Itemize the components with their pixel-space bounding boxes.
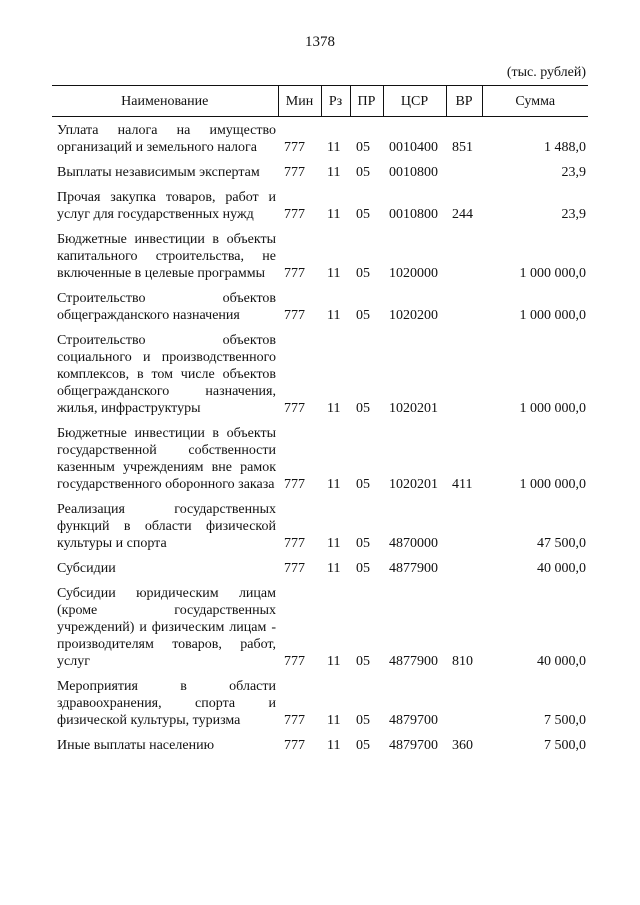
cell-csr: 4879700	[389, 738, 438, 753]
cell-pr: 05	[356, 713, 370, 728]
cell-sum: 40 000,0	[537, 654, 586, 669]
cell-vr: 810	[452, 654, 473, 669]
cell-rz: 11	[327, 140, 341, 155]
cell-vr: 851	[452, 140, 473, 155]
cell-vr	[446, 282, 482, 324]
table-body	[52, 117, 588, 755]
cell-name: Строительство объектов общегражданского назначения	[57, 291, 276, 323]
cell-csr: 0010800	[389, 207, 438, 222]
units-label: (тыс. рублей)	[506, 65, 586, 80]
cell-vr: 244	[452, 207, 473, 222]
cell-rz: 11	[327, 308, 341, 323]
cell-name: Прочая закупка товаров, работ и услуг для государственных нужд	[57, 190, 276, 222]
header-pr: ПР	[350, 86, 383, 117]
cell-name: Бюджетные инвестиции в объекты капитального строительства, не включенные в целевые программы	[57, 232, 276, 281]
cell-sum: 23,9	[561, 165, 586, 180]
cell-csr: 0010800	[389, 165, 438, 180]
cell-sum: 1 488,0	[544, 140, 586, 155]
page-number: 1378	[305, 34, 335, 50]
cell-min: 777	[284, 477, 305, 492]
cell-pr: 05	[356, 308, 370, 323]
cell-pr: 05	[356, 654, 370, 669]
cell-min: 777	[284, 401, 305, 416]
cell-min: 777	[284, 713, 305, 728]
cell-csr: 1020201	[389, 477, 438, 492]
cell-rz: 11	[327, 713, 341, 728]
cell-rz: 11	[327, 477, 341, 492]
cell-pr: 05	[356, 266, 370, 281]
cell-sum: 1 000 000,0	[519, 266, 586, 281]
cell-sum: 1 000 000,0	[519, 477, 586, 492]
cell-pr: 05	[356, 536, 370, 551]
table-row	[52, 282, 588, 324]
cell-csr: 1020000	[389, 266, 438, 281]
cell-min: 777	[284, 140, 305, 155]
cell-name: Субсидии	[57, 561, 116, 576]
cell-csr: 1020201	[389, 401, 438, 416]
cell-sum: 7 500,0	[544, 713, 586, 728]
budget-table	[52, 85, 588, 754]
cell-rz: 11	[327, 654, 341, 669]
cell-pr: 05	[356, 561, 370, 576]
cell-name: Субсидии юридическим лицам (кроме государственных учреждений) и физическим лицам - производителям товаров, работ, услуг	[57, 586, 276, 669]
cell-sum: 47 500,0	[537, 536, 586, 551]
cell-min: 777	[284, 266, 305, 281]
header-csr: ЦСР	[383, 86, 446, 117]
cell-pr: 05	[356, 140, 370, 155]
cell-rz: 11	[327, 165, 341, 180]
cell-rz: 11	[327, 738, 341, 753]
cell-sum: 23,9	[561, 207, 586, 222]
cell-min: 777	[284, 207, 305, 222]
cell-vr	[446, 670, 482, 729]
table-row	[52, 417, 588, 493]
cell-vr: 360	[452, 738, 473, 753]
cell-csr: 4870000	[389, 536, 438, 551]
cell-vr: 411	[452, 477, 473, 492]
cell-min: 777	[284, 561, 305, 576]
cell-pr: 05	[356, 207, 370, 222]
cell-min: 777	[284, 654, 305, 669]
cell-vr	[446, 552, 482, 577]
table-row	[52, 729, 588, 754]
table-row	[52, 324, 588, 417]
cell-pr: 05	[356, 477, 370, 492]
cell-csr: 4877900	[389, 561, 438, 576]
cell-name: Бюджетные инвестиции в объекты государственной собственности казенным учреждениям вне рамок государственного оборонного заказа	[57, 426, 276, 492]
cell-min: 777	[284, 308, 305, 323]
cell-name: Уплата налога на имущество организаций и земельного налога	[57, 123, 276, 155]
cell-csr: 4877900	[389, 654, 438, 669]
table-row	[52, 223, 588, 282]
cell-pr: 05	[356, 165, 370, 180]
cell-pr: 05	[356, 738, 370, 753]
cell-vr	[446, 493, 482, 552]
cell-min: 777	[284, 165, 305, 180]
header-name: Наименование	[52, 86, 278, 117]
cell-sum: 1 000 000,0	[519, 308, 586, 323]
cell-name: Иные выплаты населению	[57, 738, 215, 753]
cell-vr	[446, 324, 482, 417]
cell-name: Выплаты независимым экспертам	[57, 165, 260, 180]
table-row	[52, 552, 588, 577]
table-row	[52, 156, 588, 181]
cell-csr: 0010400	[389, 140, 438, 155]
cell-name: Строительство объектов социального и производственного комплексов, в том числе объектов общегражданского назначения, жилья, инфраструктуры	[57, 333, 276, 416]
table-row	[52, 493, 588, 552]
table-row	[52, 577, 588, 670]
cell-pr: 05	[356, 401, 370, 416]
header-min: Мин	[278, 86, 321, 117]
table-row	[52, 117, 588, 157]
cell-rz: 11	[327, 561, 341, 576]
header-sum: Сумма	[482, 86, 588, 117]
cell-min: 777	[284, 738, 305, 753]
cell-vr	[446, 156, 482, 181]
header-vr: ВР	[446, 86, 482, 117]
cell-min: 777	[284, 536, 305, 551]
cell-name: Мероприятия в области здравоохранения, спорта и физической культуры, туризма	[57, 679, 276, 728]
table-row	[52, 181, 588, 223]
cell-vr	[446, 223, 482, 282]
header-rz: Рз	[321, 86, 350, 117]
cell-name: Реализация государственных функций в области физической культуры и спорта	[57, 502, 276, 551]
cell-sum: 7 500,0	[544, 738, 586, 753]
cell-csr: 4879700	[389, 713, 438, 728]
cell-rz: 11	[327, 401, 341, 416]
cell-sum: 40 000,0	[537, 561, 586, 576]
cell-rz: 11	[327, 266, 341, 281]
table-row	[52, 670, 588, 729]
cell-csr: 1020200	[389, 308, 438, 323]
cell-sum: 1 000 000,0	[519, 401, 586, 416]
cell-rz: 11	[327, 536, 341, 551]
cell-rz: 11	[327, 207, 341, 222]
table-header-row	[52, 86, 588, 117]
